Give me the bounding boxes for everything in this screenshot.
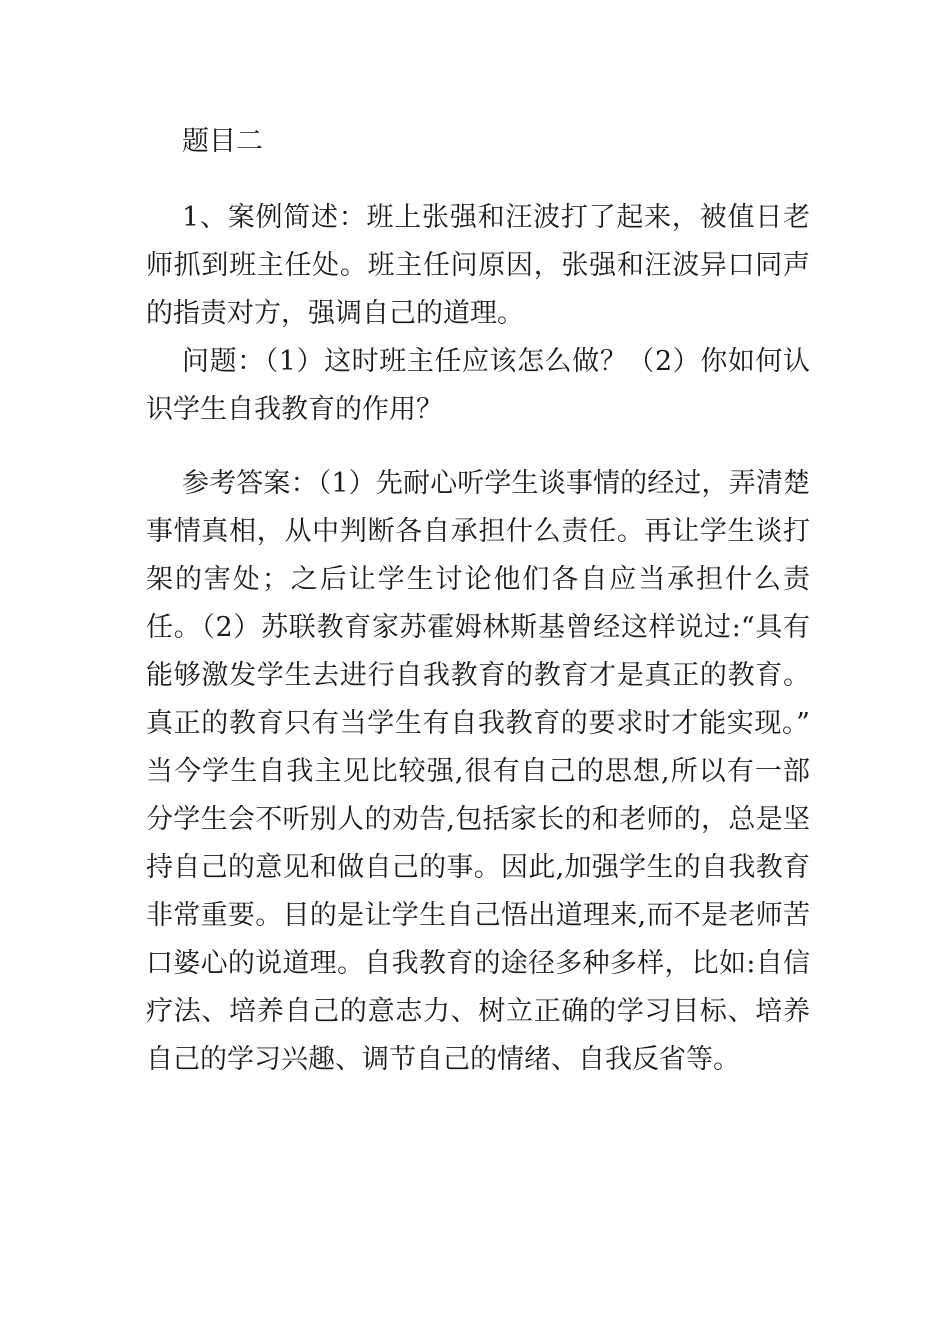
question-text: 问题：（1）这时班主任应该怎么做？（2）你如何认识学生自我教育的作用？ [146,346,810,425]
case-description: 1、案例简述：班上张强和汪波打了起来，被值日老师抓到班主任处。班主任问原因，张强和汪波异口同声的指责对方，强调自己的道理。 [146,202,810,329]
reference-answer: 参考答案：（1）先耐心听学生谈事情的经过，弄清楚事情真相，从中判断各自承担什么责任。再让学生谈打架的害处；之后让学生讨论他们各自应当承担什么责任。（2）苏联教育家苏霍姆林斯基曾经这样说过:“具有能够激发学生去进行自我教育的教育才是真正的教育。真正的教育只有当学生有自我教育的要求时才能实现。” 当今学生自我主见比较强,很有自己的思想,所以有一部分学生会不听别人的劝告,包括家长的和老师的，总是坚持自己的意见和做自己的事。因此,加强学生的自我教育非常重要。目的是让学生自己悟出道理来,而不是老师苦口婆心的说道理。自我教育的途径多种多样，比如:自信疗法、培养自己的意志力、树立正确的学习目标、培养自己的学习兴趣、调节自己的情绪、自我反省等。 [146,468,810,1075]
document-page [146,118,810,1084]
section-title: 题目二 [182,126,263,157]
